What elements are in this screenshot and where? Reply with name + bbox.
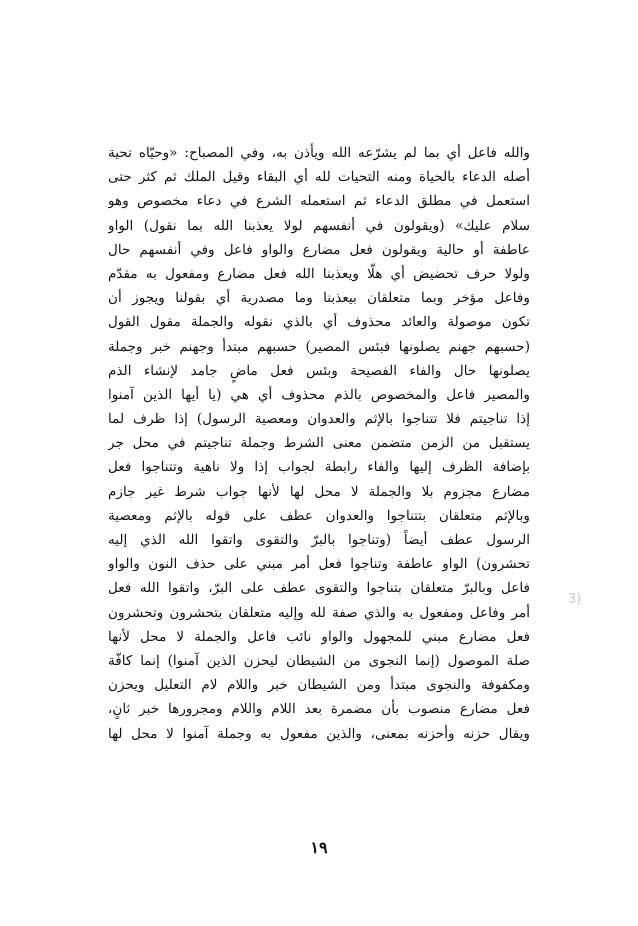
text-line: فاعل وبالبرّ متعلقان بتناجوا والتقوى عطف على البرّ، واتقوا الله فعل xyxy=(108,580,530,597)
text-line: والمصير فاعل والمخصوص بالذم محذوف أي هي (يا أيها الذين آمنوا xyxy=(108,386,530,403)
text-line: يستقبل من الزمن متضمن معنى الشرط وجملة تناجيتم في محل جر xyxy=(108,435,530,452)
text-line: يصلونها حال والفاء الفصيحة وبئس فعل ماضٍ جامد لإنشاء الذم xyxy=(108,362,530,379)
text-line: (حسبهم جهنم يصلونها فبئس المصير) حسبهم مبتدأ وجهنم خبر وجملة xyxy=(108,338,530,355)
text-line: بإضافة الظرف إليها والفاء رابطة لجواب إذا ولا ناهية وتتناجوا فعل xyxy=(108,459,530,476)
text-line: فعل مضارع مبني للمجهول والواو نائب فاعل والجملة لا محل لأنها xyxy=(108,628,530,645)
text-line: استعمل في مطلق الدعاء ثم استعمله الشرع في دعاء مخصوص وهو xyxy=(108,193,530,210)
text-line: الرسول عطف أيضاً (وتناجوا بالبرّ والتقوى واتقوا الله الذي إليه xyxy=(108,532,530,548)
text-line: ويقال حزنه وأحزنه بمعنى، والذين مفعول به وجملة آمنوا لا محل لها xyxy=(108,725,530,742)
margin-annotation: 3) xyxy=(568,592,582,607)
text-line: والله فاعل أي بما لم يشرّعه الله ويأذن به، وفي المصباح: «وحيّاه تحية xyxy=(108,145,530,161)
text-line: ومكفوفة والنجوى مبتدأ ومن الشيطان خبر واللام لام التعليل ويحزن xyxy=(108,677,530,694)
text-line: ولولا حرف تحضيض أي هلّا ويعذبنا الله فعل مضارع ومفعول به مقدّم xyxy=(108,265,530,282)
text-line: مضارع مجزوم بلا والجملة لا محل لها لأنها جواب شرط غير جازم xyxy=(108,483,530,500)
text-line: تكون موصولة والعائد محذوف أي بالذي نقوله والجملة مقول القول xyxy=(108,314,530,331)
text-line: وفاعل مؤخر وبما متعلقان بيعذبنا وما مصدرية أي بقولنا ويجوز أن xyxy=(108,290,530,307)
text-line: عاطفة أو حالية ويقولون فعل مضارع والواو فاعل وفي أنفسهم حال xyxy=(108,241,530,258)
text-line: فعل مضارع منصوب بأن مضمرة بعد اللام واللام ومجرورها خبر ثانٍ، xyxy=(108,701,530,718)
text-line: سلام عليك» (ويقولون في أنفسهم لولا يعذبنا الله بما نقول) الواو xyxy=(108,217,530,234)
body-text xyxy=(108,141,530,746)
text-line: إذا تناجيتم فلا تتناجوا بالإثم والعدوان ومعصية الرسول) إذا ظرف لما xyxy=(108,411,530,428)
text-line: صلة الموصول (إنما النجوى من الشيطان ليحزن الذين آمنوا) إنما كافّة xyxy=(108,652,530,669)
text-line: أمر وفاعل ومفعول به والذي صفة لله وإليه متعلقان بتحشرون وتحشرون xyxy=(108,604,530,621)
text-line: تحشرون) الواو عاطفة وتناجوا فعل أمر مبني على حذف النون والواو xyxy=(108,556,530,573)
page-number: ١٩ xyxy=(310,838,328,857)
text-line: وبالإثم متعلقان بتتناجوا والعدوان عطف على قوله بالإثم ومعصية xyxy=(108,507,530,524)
text-line: أصله الدعاء بالحياة ومنه التحيات لله أي البقاء وقيل الملك ثم كثر حتى xyxy=(108,169,530,186)
